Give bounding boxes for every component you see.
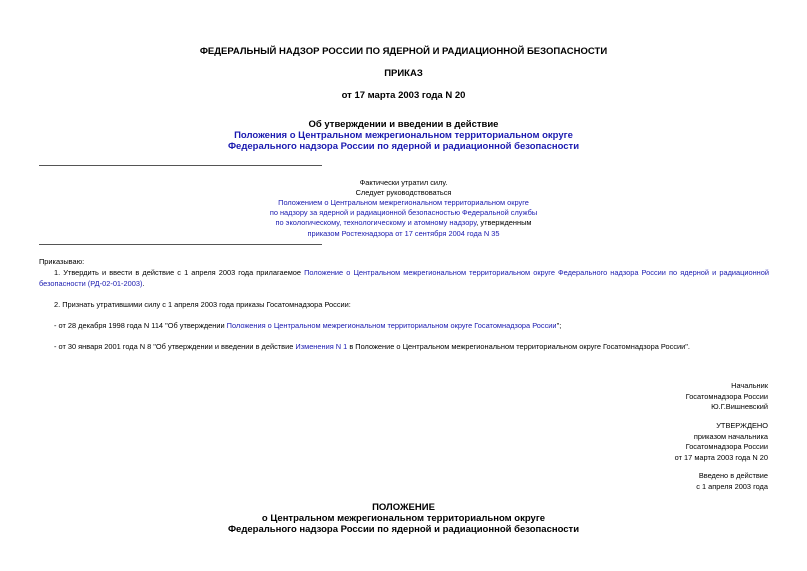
doc-type: ПРИКАЗ [384,68,423,79]
regulation-title: ПОЛОЖЕНИЕ [372,502,435,513]
approval-title: УТВЕРЖДЕНО [716,421,768,430]
effective-line2: с 1 апреля 2003 года [696,481,768,491]
status-note-line2: Следует руководствоваться [355,188,452,197]
approval-line4: от 17 марта 2003 года N 20 [674,452,768,462]
divider-top [39,165,322,166]
subject-link-line2[interactable]: Федерального надзора России по ядерной и радиационной безопасности [227,141,580,152]
approval-line3: Госатомнадзора России [685,442,768,451]
status-note-line3: по экологическому, технологическому и атомному надзору, утвержденным [275,218,532,227]
divider-bottom [39,244,322,245]
order-word: Приказываю: [39,257,85,266]
order-1998-link[interactable]: Положения о Центральном межрегиональном территориальном округе Госатомнадзора России [226,321,557,330]
subject-line: Об утверждении и введении в действие [308,119,499,130]
status-note-link-line1[interactable]: Положением о Центральном межрегиональном территориальном округе [278,198,529,207]
signature-name: Ю.Г.Вишневский [711,402,768,411]
status-note-link-line3[interactable]: по экологическому, технологическому и атомному надзору [275,218,477,227]
signature-position: Начальник [731,381,768,390]
approval-block [468,421,768,463]
subject-link-line1[interactable]: Положения о Центральном межрегиональном территориальном округе [234,130,573,141]
regulation-subtitle-line2: Федерального надзора России по ядерной и радиационной безопасности [227,524,580,535]
regulation-subtitle-line1: о Центральном межрегиональном территориальном округе [261,513,546,524]
status-note-line1: Фактически утратил силу. [359,178,448,187]
order-item-2b: - от 30 января 2001 года N 8 "Об утверждении и введении в действие Изменения N 1 в Положение о Центральном межрегиональном территориальном округе Госатомнадзора России". [54,342,690,351]
status-note-link-line4[interactable]: приказом Ростехнадзора от 17 сентября 2004 года N 35 [307,229,500,238]
signature-block [468,381,768,413]
doc-date-number: от 17 марта 2003 года N 20 [341,90,466,101]
amendment-link[interactable]: Изменения N 1 [295,342,348,351]
approval-line2: приказом начальника [693,431,768,441]
effective-line1: Введено в действие [698,471,768,480]
order-item-1: 1. Утвердить и ввести в действие с 1 апреля 2003 года прилагаемое Положение о Центральном межрегиональном территориальном округе Федерального надзора России по ядерной и радиационной безопасности (РД-02-01-2003). [39,268,770,288]
regulation-link[interactable]: Положение о Центральном межрегиональном территориальном округе Федерального надзора России по ядерной и радиационной безопасности (РД-02-01-2003) [39,268,770,288]
order-item-2: 2. Признать утратившими силу с 1 апреля 2003 года приказы Госатомнадзора России: [54,300,351,309]
signature-organization: Госатомнадзора России [685,391,768,401]
agency-title: ФЕДЕРАЛЬНЫЙ НАДЗОР РОССИИ ПО ЯДЕРНОЙ И РАДИАЦИОННОЙ БЕЗОПАСНОСТИ [199,46,608,57]
effective-block [468,471,768,492]
status-note-link-line2[interactable]: по надзору за ядерной и радиационной безопасностью Федеральной службы [269,208,538,217]
order-item-2a: - от 28 декабря 1998 года N 114 "Об утверждении Положения о Центральном межрегиональном территориальном округе Госатомнадзора России"; [54,321,562,330]
